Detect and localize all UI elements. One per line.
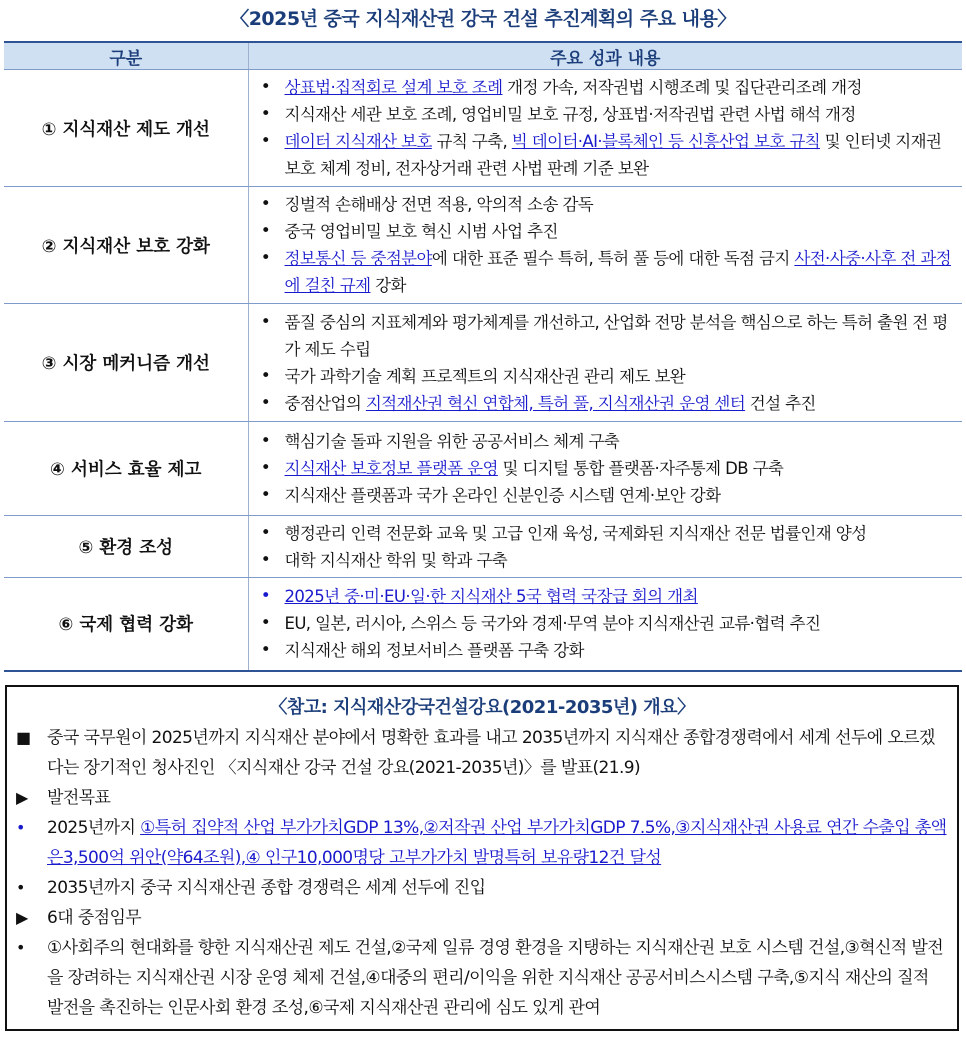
reference-line: [7, 723, 957, 783]
bullet-list: [249, 191, 963, 299]
row-content: [248, 187, 962, 304]
list-item: [255, 520, 961, 547]
item-text: EU, 일본, 러시아, 스위스 등 국가와 경제·무역 분야 지식재산권 교류·협력 추진: [284, 614, 821, 634]
list-item: [255, 363, 961, 390]
item-text: 건설 추진: [745, 393, 816, 413]
reference-text: 6대 중점임무: [47, 908, 142, 928]
table-body: [4, 70, 962, 671]
bullet-icon: •: [260, 365, 271, 386]
row-category: ③ 시장 메커니즘 개선: [4, 304, 248, 422]
list-item: [255, 390, 961, 417]
table-row: [4, 422, 962, 516]
list-item: [255, 637, 961, 664]
list-item: [255, 610, 961, 637]
reference-text: 중국 국무원이 2025년까지 지식재산 분야에서 명확한 효과를 내고 2035년까지 지식재산 종합경쟁력에서 세계 선두에 오르겠다는 장기적인 청사진인 〈지식재산 강국 건설 강요(2021-2035년)〉를 발표(21.9): [47, 728, 935, 778]
list-item: [255, 455, 961, 482]
list-item: [255, 309, 961, 363]
triangle-bullet-icon: ▶: [16, 788, 28, 807]
item-link[interactable]: 정보통신 등 중점분야: [284, 249, 432, 268]
item-link[interactable]: 2025년 중·미·EU·일·한 지식재산 5국 협력 국장급 회의 개최: [284, 587, 698, 607]
list-item: [255, 583, 961, 610]
row-content: [248, 304, 962, 422]
item-text: 대학 지식재산 학위 및 학과 구축: [284, 550, 508, 570]
bullet-icon: •: [260, 613, 271, 634]
row-category: ① 지식재산 제도 개선: [4, 70, 248, 187]
row-category: ⑤ 환경 조성: [4, 516, 248, 578]
table-row: [4, 304, 962, 422]
reference-text: 2025년까지: [47, 818, 141, 838]
bullet-icon: •: [16, 938, 25, 957]
item-link[interactable]: 상표법·집적회로 설계 보호 조례: [284, 78, 503, 97]
item-text: 규칙 구축,: [431, 132, 512, 151]
item-text: 및 인터넷 지재권 보호 체계 정비, 전자상거래 관련 사법 판례 기준 보완: [284, 132, 942, 178]
item-text: 국가 과학기술 계획 프로젝트의 지식재산권 관리 제도 보완: [284, 366, 686, 386]
item-text: 징벌적 손해배상 전면 적용, 악의적 소송 감독: [284, 195, 594, 214]
item-text: 중국 영업비밀 보호 혁신 시범 사업 추진: [284, 222, 558, 241]
item-text: 지식재산 세관 보호 조례, 영업비밀 보호 규정, 상표법·저작권법 관련 사법 해석 개정: [284, 105, 856, 124]
item-link[interactable]: 사전·사중·사후 전 과정에 걸친 규제: [284, 249, 952, 295]
reference-line: [7, 873, 957, 903]
table-row: [4, 70, 962, 187]
row-content: [248, 516, 962, 578]
bullet-icon: •: [260, 131, 271, 151]
bullet-icon: •: [260, 311, 271, 332]
reference-title: 〈참고: 지식재산강국건설강요(2021-2035년) 개요〉: [269, 697, 695, 718]
item-text: 에 대한 표준 필수 특허, 특허 풀 등에 대한 독점 금지: [431, 249, 795, 268]
bullet-icon: •: [260, 586, 271, 607]
row-content: [248, 70, 962, 187]
bullet-icon: •: [16, 818, 25, 837]
item-link[interactable]: 데이터 지식재산 보호: [284, 132, 432, 151]
bullet-icon: •: [16, 878, 25, 897]
reference-link[interactable]: ①특허 집약적 산업 부가가치GDP 13%,②저작권 산업 부가가치GDP 7.5%,③지식재산권 사용료 연간 수출입 총액은3,500억 위안(약64조원),④ 인구10,000명당 고부가가치 발명특허 보유량12건 달성: [47, 818, 947, 868]
bullet-icon: •: [260, 392, 271, 413]
item-link[interactable]: 지식재산 보호정보 플랫폼 운영: [284, 459, 498, 478]
item-text: 품질 중심의 지표체계와 평가체계를 개선하고, 산업화 전망 분석을 핵심으로 하는 특허 출원 전 평가 제도 수립: [284, 312, 948, 359]
bullet-icon: •: [260, 104, 271, 124]
triangle-bullet-icon: ▶: [16, 908, 28, 927]
bullet-icon: •: [260, 522, 271, 543]
item-link[interactable]: 지적재산권 혁신 연합체, 특허 풀, 지식재산권 운영 센터: [365, 393, 746, 413]
list-item: [255, 191, 961, 218]
table-row: [4, 516, 962, 578]
item-text: 지식재산 해외 정보서비스 플랫폼 구축 강화: [284, 641, 584, 661]
item-text: 개정 가속, 저작권법 시행조례 및 집단관리조례 개정: [502, 78, 862, 97]
row-content: [248, 578, 962, 671]
reference-line: [7, 903, 957, 933]
plan-table: [4, 41, 962, 672]
bullet-icon: •: [260, 194, 271, 214]
reference-lines: [7, 723, 957, 1023]
item-text: 행정관리 인력 전문화 교육 및 고급 인재 육성, 국제화된 지식재산 전문 법률인재 양성: [284, 523, 867, 543]
item-text: 강화: [370, 276, 406, 295]
item-text: 지식재산 플랫폼과 국가 온라인 신분인증 시스템 연계·보안 강화: [284, 486, 721, 505]
table-row: [4, 578, 962, 671]
list-item: [255, 428, 961, 455]
header-content: 주요 성과 내용: [248, 42, 962, 70]
reference-line: [7, 783, 957, 813]
reference-text: ①사회주의 현대화를 향한 지식재산권 제도 건설,②국제 일류 경영 환경을 지탱하는 지식재산권 보호 시스템 건설,③혁신적 발전을 장려하는 지식재산권 시장 운영 체제 건설,④대중의 편리/이익을 위한 지식재산 공공서비스시스템 구축,⑤지식 재산의 질적 발전을 촉진하는 인문사회 환경 조성,⑥국제 지식재산권 관리에 심도 있게 관여: [47, 938, 944, 1018]
bullet-list: [249, 309, 963, 417]
bullet-icon: •: [260, 431, 271, 451]
reference-line: [7, 813, 957, 873]
list-item: [255, 547, 961, 574]
header-category: 구분: [4, 42, 248, 70]
list-item: [255, 245, 961, 299]
bullet-icon: •: [260, 549, 271, 570]
table-header-row: [4, 42, 962, 70]
square-bullet-icon: ■: [16, 728, 31, 747]
page-title: 〈2025년 중국 지식재산권 강국 건설 추진계획의 주요 내용〉: [230, 8, 736, 30]
row-category: ⑥ 국제 협력 강화: [4, 578, 248, 671]
list-item: [255, 482, 961, 509]
bullet-list: [249, 428, 963, 509]
item-text: 및 디지털 통합 플랫폼·자주통제 DB 구축: [497, 459, 784, 478]
row-category: ② 지식재산 보호 강화: [4, 187, 248, 304]
reference-box: [5, 685, 959, 1031]
bullet-icon: •: [260, 77, 271, 97]
list-item: [255, 128, 961, 182]
item-text: 핵심기술 돌파 지원을 위한 공공서비스 체계 구축: [284, 432, 620, 451]
bullet-list: [249, 583, 963, 664]
bullet-icon: •: [260, 640, 271, 661]
item-link[interactable]: 빅 데이터·AI·블록체인 등 신흥산업 보호 규칙: [511, 132, 821, 151]
list-item: [255, 74, 961, 101]
bullet-icon: •: [260, 458, 271, 478]
reference-text: 발전목표: [47, 788, 111, 808]
row-content: [248, 422, 962, 516]
bullet-list: [249, 520, 963, 574]
list-item: [255, 101, 961, 128]
bullet-list: [249, 74, 963, 182]
row-category: ④ 서비스 효율 제고: [4, 422, 248, 516]
table-row: [4, 187, 962, 304]
bullet-icon: •: [260, 221, 271, 241]
list-item: [255, 218, 961, 245]
reference-line: [7, 933, 957, 1023]
bullet-icon: •: [260, 485, 271, 505]
item-text: 중점산업의: [284, 393, 366, 413]
bullet-icon: •: [260, 248, 271, 268]
reference-text: 2035년까지 중국 지식재산권 종합 경쟁력은 세계 선두에 진입: [47, 878, 486, 898]
